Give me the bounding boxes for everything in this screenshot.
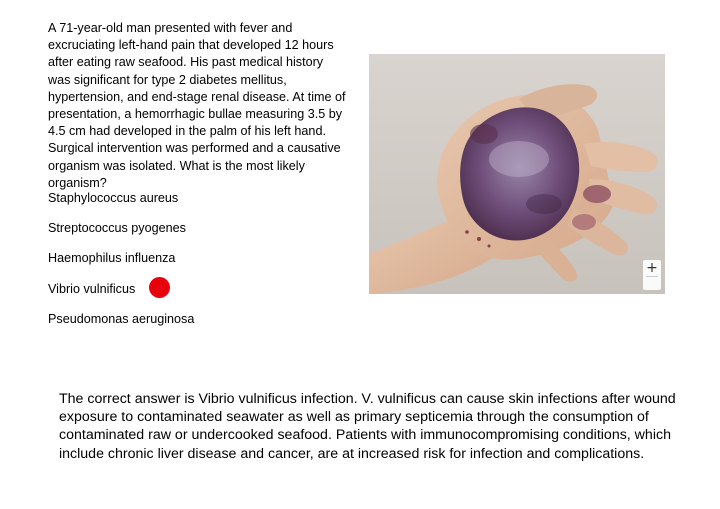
- red-dot-icon: [149, 277, 170, 298]
- question-text: A 71-year-old man presented with fever and excruciating left-hand pain that developed 12 hours after eating raw seafood. His past medical history was significant for type 2 diabetes mellitus, hypertension, and end-stage renal disease. At time of presentation, a hemorrhagic bullae measuring 3.5 by 4.5 cm had developed in the palm of his left hand. Surgical intervention was performed and a causative organism was isolated. What is the most likely organism?: [48, 21, 346, 190]
- option-staphylococcus-aureus[interactable]: [48, 188, 178, 206]
- zoom-in-icon[interactable]: +: [646, 260, 658, 276]
- option-vibrio-vulnificus[interactable]: [48, 279, 170, 297]
- option-label: Pseudomonas aeruginosa: [48, 311, 195, 326]
- option-label: Vibrio vulnificus: [48, 281, 136, 296]
- option-label: Haemophilus influenza: [48, 250, 176, 265]
- option-pseudomonas-aeruginosa[interactable]: [48, 309, 194, 327]
- question-block: [48, 20, 348, 192]
- option-streptococcus-pyogenes[interactable]: [48, 218, 186, 236]
- option-haemophilus-influenza[interactable]: [48, 248, 175, 266]
- zoom-out-icon[interactable]: [643, 277, 661, 290]
- option-label: Streptococcus pyogenes: [48, 220, 186, 235]
- option-label: Staphylococcus aureus: [48, 190, 179, 205]
- hand-illustration: [369, 54, 665, 294]
- zoom-control[interactable]: [643, 260, 661, 290]
- clinical-photo-hand[interactable]: [369, 54, 665, 294]
- explanation-text: The correct answer is Vibrio vulnificus infection. V. vulnificus can cause skin infections after wound exposure to contaminated seawater as well as primary septicemia through the consumption of contaminated raw or undercooked seafood. Patients with immunocompromising conditions, which include chronic liver disease and cancer, are at increased risk for infection and complications.: [59, 391, 676, 462]
